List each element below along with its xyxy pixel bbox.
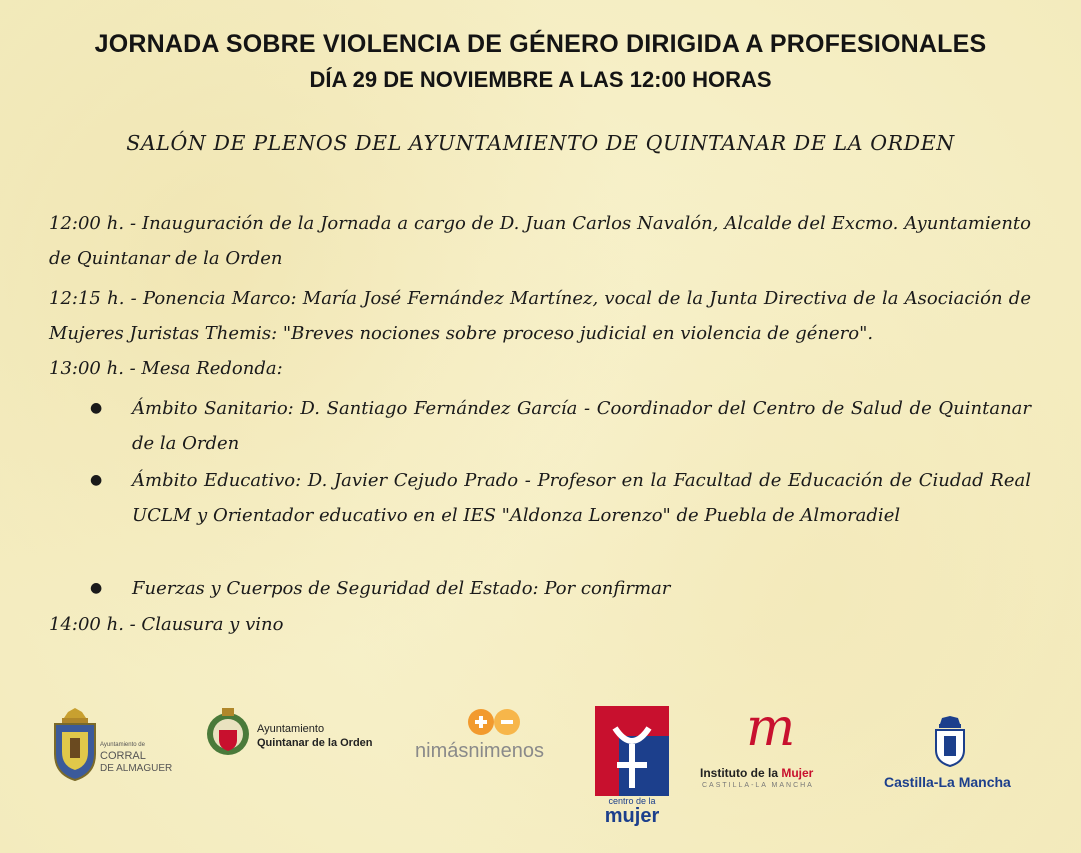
bullet-icon: ●: [90, 472, 103, 488]
corral-label-name: CORRAL: [100, 750, 146, 762]
clm-label: Castilla-La Mancha: [884, 774, 1011, 790]
nimas-label: nimásnimenos: [415, 740, 544, 762]
program-item-round-table: 13:00 h. - Mesa Redonda:: [49, 358, 283, 379]
round-table-item-education: Ámbito Educativo: D. Javier Cejudo Prado - Profesor en la Facultad de Educación de Ciudad Real UCLM y Orientador educativo en el IES "Aldonza Lorenzo" de Puebla de Almoradiel: [132, 470, 1031, 526]
logo-corral-de-almaguer: [50, 708, 190, 788]
bullet-icon: ●: [90, 400, 103, 416]
centro-label-name: mujer: [604, 805, 660, 827]
crest-icon: [205, 706, 251, 758]
bullet-icon: ●: [90, 580, 103, 596]
logo-nimasnimenos: [415, 708, 575, 778]
quintanar-label-small: Ayuntamiento: [257, 723, 325, 735]
logo-centro-de-la-mujer: [595, 706, 671, 830]
program-item-keynote: 12:15 h. - Ponencia Marco: María José Fernández Martínez, vocal de la Junta Directiva de la Asociación de Mujeres Juristas Themis: "Breves nociones sobre proceso judicial en violencia de género".: [49, 288, 1031, 344]
program-item-opening: 12:00 h. - Inauguración de la Jornada a cargo de D. Juan Carlos Navalón, Alcalde del Excmo. Ayuntamiento de Quintanar de la Orden: [49, 213, 1031, 269]
instituto-label: Instituto de la Mujer: [700, 766, 814, 780]
logo-quintanar-de-la-orden: [205, 706, 400, 766]
coat-of-arms-icon: [930, 716, 970, 768]
corral-label-sub: DE ALMAGUER: [100, 763, 173, 774]
quintanar-label-name: Quintanar de la Orden: [257, 737, 373, 749]
event-date-time: DÍA 29 DE NOVIEMBRE A LAS 12:00 HORAS: [309, 67, 772, 92]
event-title: JORNADA SOBRE VIOLENCIA DE GÉNERO DIRIGIDA A PROFESIONALES: [94, 30, 987, 58]
instituto-label-region: CASTILLA-LA MANCHA: [702, 782, 814, 789]
venus-symbol-icon: [595, 706, 669, 796]
program-item-closing: 14:00 h. - Clausura y vino: [49, 614, 284, 635]
logo-castilla-la-mancha: [880, 716, 1030, 796]
round-table-item-security: Fuerzas y Cuerpos de Seguridad del Estado: Por confirmar: [132, 578, 671, 599]
round-table-item-health: Ámbito Sanitario: D. Santiago Fernández García - Coordinador del Centro de Salud de Quintanar de la Orden: [132, 398, 1031, 454]
instituto-mark-icon: m: [746, 698, 796, 758]
centro-label-small: centro de la: [608, 796, 656, 806]
logo-instituto-de-la-mujer: [698, 698, 858, 796]
corral-label-small: Ayuntamiento de: [100, 742, 145, 748]
plus-minus-icon: [467, 708, 523, 736]
event-venue: SALÓN DE PLENOS DEL AYUNTAMIENTO DE QUINTANAR DE LA ORDEN: [126, 131, 955, 155]
shield-icon: [50, 708, 100, 782]
